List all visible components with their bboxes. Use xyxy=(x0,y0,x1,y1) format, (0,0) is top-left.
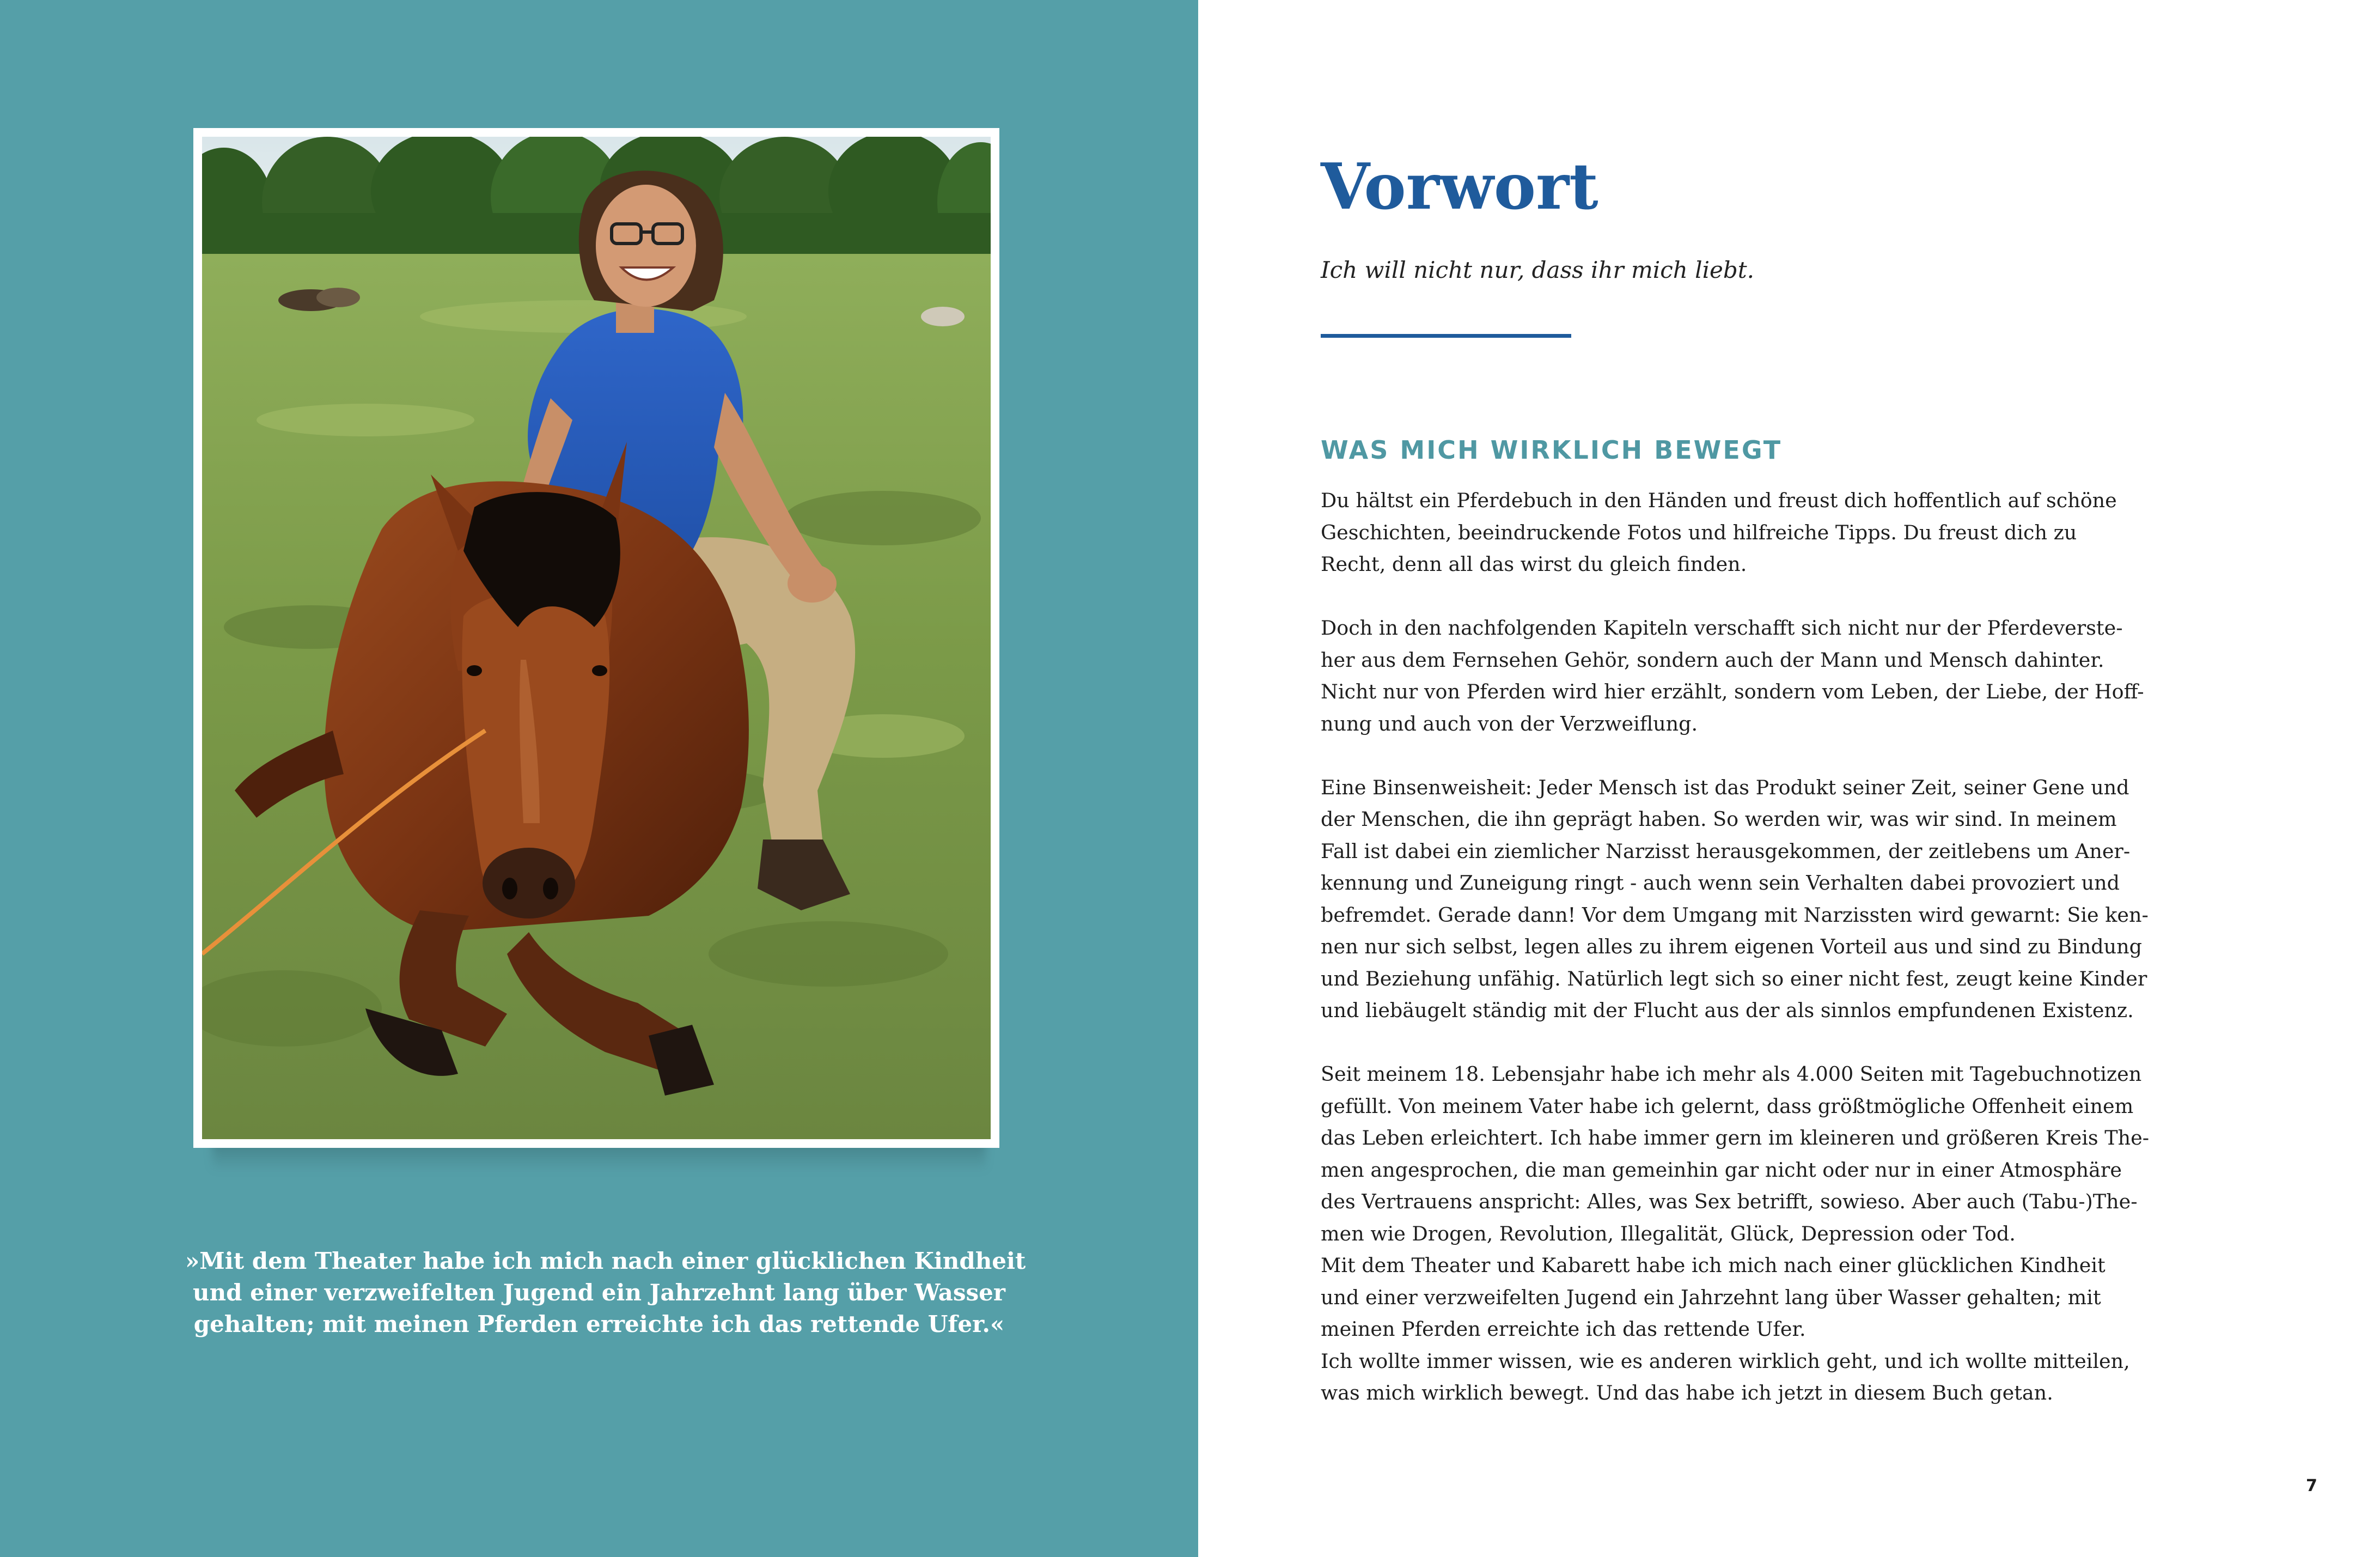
text-line: Ich wollte immer wissen, wie es anderen wirklich geht, und ich wollte mitteilen, xyxy=(1321,1349,2130,1373)
text-line: men wie Drogen, Revolution, Illegalität, Glück, Depression oder Tod. xyxy=(1321,1221,2016,1245)
horse-eye-left xyxy=(467,665,482,676)
horse-nostril-left xyxy=(502,878,517,899)
text-line: und einer verzweifelten Jugend ein Jahrzehnt lang über Wasser gehalten; mit xyxy=(1321,1285,2101,1309)
text-line: Geschichten, beeindruckende Fotos und hilfreiche Tipps. Du freust dich zu xyxy=(1321,520,2077,544)
text-line: kennung und Zuneigung ringt - auch wenn sein Verhalten dabei provoziert und xyxy=(1321,871,2120,895)
horse-eye-right xyxy=(592,665,607,676)
pull-quote-line: und einer verzweifelten Jugend ein Jahrzehnt lang über Wasser xyxy=(193,1279,1005,1306)
text-line: Recht, denn all das wirst du gleich finden. xyxy=(1321,552,1747,576)
chapter-subtitle: Ich will nicht nur, dass ihr mich liebt. xyxy=(1321,257,1754,283)
text-line: der Menschen, die ihn geprägt haben. So werden wir, was wir sind. In meinem xyxy=(1321,807,2117,831)
text-line: meinen Pferden erreichte ich das rettende Ufer. xyxy=(1321,1317,1806,1341)
paragraph xyxy=(1321,1059,2150,1409)
chapter-title: Vorwort xyxy=(1321,150,1598,224)
pull-quote-line: »Mit dem Theater habe ich mich nach einer glücklichen Kindheit xyxy=(185,1248,1026,1274)
paragraph xyxy=(1321,612,2144,740)
section-heading: WAS MICH WIRKLICH BEWEGT xyxy=(1321,435,1783,465)
text-line: und Beziehung unfähig. Natürlich legt sich so einer nicht fest, zeugt keine Kinder xyxy=(1321,966,2147,990)
body-text xyxy=(1321,485,2150,1409)
text-line: nen nur sich selbst, legen alles zu ihrem eigenen Vorteil aus und sind zu Bindung xyxy=(1321,935,2143,958)
text-line: des Vertrauens anspricht: Alles, was Sex betrifft, sowieso. Aber auch (Tabu-)The- xyxy=(1321,1190,2138,1213)
text-line: Fall ist dabei ein ziemlicher Narzisst herausgekommen, der zeitlebens um Aner- xyxy=(1321,839,2131,863)
man-face xyxy=(596,185,696,307)
text-line: Du hältst ein Pferdebuch in den Händen und freust dich hoffentlich auf schöne xyxy=(1321,489,2117,512)
photo-frame xyxy=(193,128,999,1148)
text-line: Nicht nur von Pferden wird hier erzählt, sondern vom Leben, der Liebe, der Hoff- xyxy=(1321,680,2144,703)
man-hand xyxy=(788,564,837,603)
horse-photo xyxy=(202,137,991,1139)
text-line: Seit meinem 18. Lebensjahr habe ich mehr als 4.000 Seiten mit Tagebuchnotizen xyxy=(1321,1062,2142,1086)
pull-quote xyxy=(185,1245,1026,1340)
title-rule xyxy=(1321,334,1571,338)
text-line: was mich wirklich bewegt. Und das habe ich jetzt in diesem Buch getan. xyxy=(1321,1381,2053,1404)
text-line: gefüllt. Von meinem Vater habe ich gelernt, dass größtmögliche Offenheit einem xyxy=(1321,1094,2134,1118)
horse-nostril-right xyxy=(543,878,558,899)
text-line: men angesprochen, die man gemeinhin gar nicht oder nur in einer Atmosphäre xyxy=(1321,1158,2122,1182)
text-line: Mit dem Theater und Kabarett habe ich mich nach einer glücklichen Kindheit xyxy=(1321,1254,2106,1277)
text-line: befremdet. Gerade dann! Vor dem Umgang mit Narzissten wird gewarnt: Sie ken- xyxy=(1321,903,2149,927)
paragraph xyxy=(1321,772,2149,1027)
horse-muzzle xyxy=(483,848,575,919)
text-line: her aus dem Fernsehen Gehör, sondern auch der Mann und Mensch dahinter. xyxy=(1321,648,2104,672)
page-number: 7 xyxy=(2306,1476,2317,1495)
text-line: das Leben erleichtert. Ich habe immer gern im kleineren und größeren Kreis The- xyxy=(1321,1126,2150,1149)
text-line: nung und auch von der Verzweiflung. xyxy=(1321,711,1698,735)
text-line: Eine Binsenweisheit: Jeder Mensch ist das Produkt seiner Zeit, seiner Gene und xyxy=(1321,775,2129,799)
pull-quote-line: gehalten; mit meinen Pferden erreichte ich das rettende Ufer.« xyxy=(193,1311,1005,1337)
text-line: und liebäugelt ständig mit der Flucht aus der als sinnlos empfundenen Existenz. xyxy=(1321,999,2134,1022)
paragraph xyxy=(1321,485,2117,581)
text-line: Doch in den nachfolgenden Kapiteln verschafft sich nicht nur der Pferdeverste- xyxy=(1321,616,2123,640)
